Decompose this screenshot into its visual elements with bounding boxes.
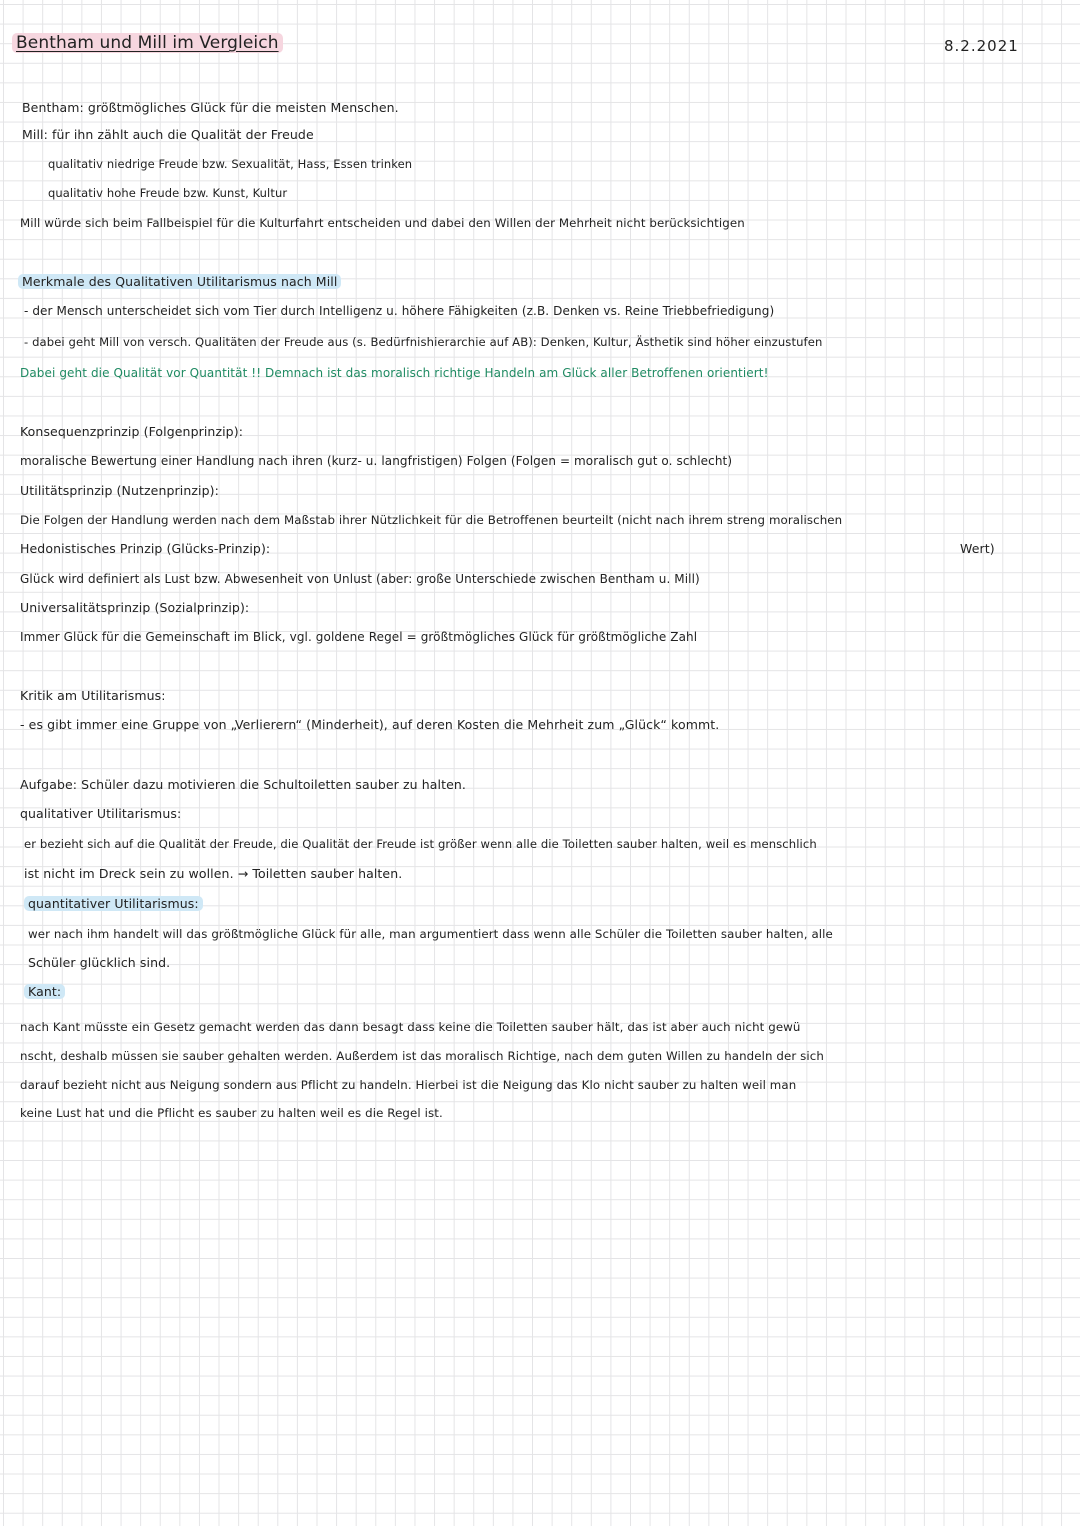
merkmale-conclusion: Dabei geht die Qualität vor Quantität !! Demnach ist das moralisch richtige Handeln am Glück aller Betroffenen orientiert!: [20, 366, 769, 380]
kant-text-1: nach Kant müsste ein Gesetz gemacht werden das dann besagt dass keine die Toiletten sauber hält, das ist aber auch nicht gewü: [20, 1020, 801, 1034]
kritik-heading: Kritik am Utilitarismus:: [20, 688, 166, 703]
page-title: [12, 34, 283, 52]
universalitaetsprinzip-heading: Universalitätsprinzip (Sozialprinzip):: [20, 600, 250, 615]
bentham-line: Bentham: größtmögliches Glück für die meisten Menschen.: [22, 100, 399, 115]
hedonistisches-prinzip-text: Glück wird definiert als Lust bzw. Abwesenheit von Unlust (aber: große Unterschiede zwischen Bentham u. Mill): [20, 572, 700, 586]
quantitativer-text-2: Schüler glücklich sind.: [28, 955, 171, 970]
merkmale-point-1: - der Mensch unterscheidet sich vom Tier durch Intelligenz u. höhere Fähigkeiten (z.B. Denken vs. Reine Triebbefriedigung): [24, 304, 775, 318]
title-highlight: Bentham und Mill im Vergleich: [12, 33, 283, 53]
page-date: 8.2.2021: [944, 37, 1019, 55]
qualitativer-utilitarismus-heading: qualitativer Utilitarismus:: [20, 806, 182, 821]
qualitativ-hohe-line: qualitativ hohe Freude bzw. Kunst, Kultur: [48, 186, 288, 200]
universalitaetsprinzip-text: Immer Glück für die Gemeinschaft im Blick, vgl. goldene Regel = größtmögliches Glück für größtmögliche Zahl: [20, 630, 698, 644]
merkmale-heading-highlight: Merkmale des Qualitativen Utilitarismus nach Mill: [18, 274, 341, 289]
konsequenzprinzip-text: moralische Bewertung einer Handlung nach ihren (kurz- u. langfristigen) Folgen (Folgen = moralisch gut o. schlecht): [20, 454, 733, 468]
quantitativer-text-1: wer nach ihm handelt will das größtmögliche Glück für alle, man argumentiert dass wenn alle Schüler die Toiletten sauber halten, alle: [28, 927, 833, 941]
qualitativer-text-2: ist nicht im Dreck sein zu wollen. → Toiletten sauber halten.: [24, 866, 403, 881]
hedonistisches-prinzip-heading: Hedonistisches Prinzip (Glücks-Prinzip):: [20, 541, 271, 556]
utilitaetsprinzip-text-cont: Wert): [960, 541, 995, 556]
merkmale-point-2: - dabei geht Mill von versch. Qualitäten der Freude aus (s. Bedürfnishierarchie auf AB): Denken, Kultur, Ästhetik sind höher einzustufen: [24, 335, 823, 349]
mill-conclusion-line: Mill würde sich beim Fallbeispiel für die Kulturfahrt entscheiden und dabei den Willen der Mehrheit nicht berücksichtigen: [20, 216, 745, 230]
merkmale-heading: [18, 273, 341, 291]
aufgabe-line: Aufgabe: Schüler dazu motivieren die Schultoiletten sauber zu halten.: [20, 777, 466, 792]
kant-text-2: nscht, deshalb müssen sie sauber gehalten werden. Außerdem ist das moralisch Richtige, nach dem guten Willen zu handeln der sich: [20, 1049, 824, 1063]
kant-text-4: keine Lust hat und die Pflicht es sauber zu halten weil es die Regel ist.: [20, 1106, 443, 1120]
utilitaetsprinzip-text: Die Folgen der Handlung werden nach dem Maßstab ihrer Nützlichkeit für die Betroffenen beurteilt (nicht nach ihrem streng moralischen: [20, 513, 843, 527]
quantitativer-heading-highlight: quantitativer Utilitarismus:: [24, 896, 203, 911]
quantitativer-utilitarismus-heading: [24, 895, 203, 913]
qualitativer-text-1: er bezieht sich auf die Qualität der Freude, die Qualität der Freude ist größer wenn alle die Toiletten sauber halten, weil es menschlich: [24, 837, 817, 851]
kritik-text: - es gibt immer eine Gruppe von „Verlierern“ (Minderheit), auf deren Kosten die Mehrheit zum „Glück“ kommt.: [20, 717, 720, 732]
konsequenzprinzip-heading: Konsequenzprinzip (Folgenprinzip):: [20, 424, 244, 439]
kant-heading: [24, 983, 65, 1001]
kant-text-3: darauf bezieht nicht aus Neigung sondern aus Pflicht zu handeln. Hierbei ist die Neigung das Klo nicht sauber zu halten weil man: [20, 1078, 797, 1092]
qualitativ-niedrig-line: qualitativ niedrige Freude bzw. Sexualität, Hass, Essen trinken: [48, 157, 413, 171]
mill-line: Mill: für ihn zählt auch die Qualität der Freude: [22, 127, 314, 142]
kant-heading-highlight: Kant:: [24, 984, 65, 999]
utilitaetsprinzip-heading: Utilitätsprinzip (Nutzenprinzip):: [20, 483, 219, 498]
